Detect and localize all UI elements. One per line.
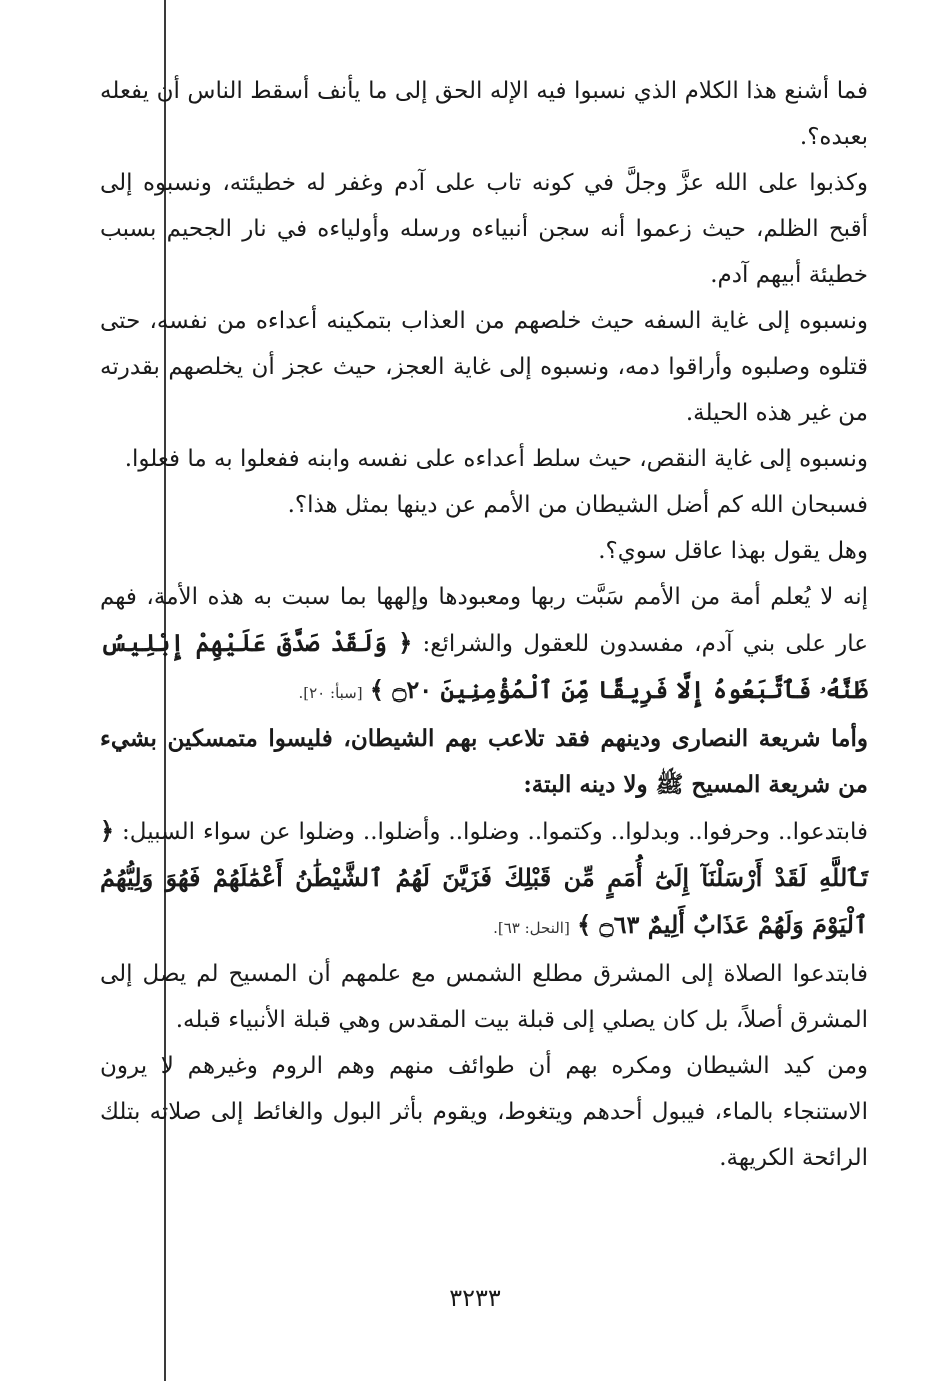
paragraph-1-text: فما أشنع هذا الكلام الذي نسبوا فيه الإله الحق إلى ما يأنف أسقط الناس أن يفعله بعبده؟. [100,78,868,150]
paragraph-3-text: ونسبوه إلى غاية السفه حيث خلصهم من العذاب بتمكينه أعداءه من نفسه، حتى قتلوه وصلبوه وأراقوا دمه، ونسبوه إلى غاية العجز، حيث عجز أن يخلصهم بقدرته من غير هذه الحيلة. [100,308,868,426]
paragraph-7 [100,574,868,716]
page-number: ٣٢٣٣ [449,1284,501,1312]
page-body [100,68,868,1181]
paragraph-10-text: فابتدعوا الصلاة إلى المشرق مطلع الشمس مع علمهم أن المسيح لم يصل إلى المشرق أصلاً، بل كان يصلي إلى قبلة بيت المقدس وهي قبلة الأنبياء قبله. [100,961,868,1033]
paragraph-6 [100,528,868,574]
paragraph-1 [100,68,868,160]
quran-verse-saba: ﴿ وَلَقَدْ صَدَّقَ عَلَيْهِمْ إِبْلِيسُ ظَنَّهُۥ فَٱتَّبَعُوهُ إِلَّا فَرِيقًا مِّنَ ٱلْمُؤْمِنِينَ ۝٢٠ ﴾ [100,628,868,704]
paragraph-7-text: إنه لا يُعلم أمة من الأمم سَبَّت ربها ومعبودها وإلهها بما سبت به هذه الأمة، فهم عار على بني آدم، مفسدون للعقول والشرائع: [100,584,869,657]
citation-nahl: [النحل: ٦٣]. [493,919,570,937]
paragraph-5-text: فسبحان الله كم أضل الشيطان من الأمم عن دينها بمثل هذا؟. [287,492,868,518]
paragraph-2 [100,160,868,298]
paragraph-5 [100,482,868,528]
citation-saba: [سبأ: ٢٠]. [298,684,363,702]
paragraph-3 [100,298,868,436]
paragraph-11-text: ومن كيد الشيطان ومكره بهم أن طوائف منهم وهم الروم وغيرهم لا يرون الاستنجاء بالماء، فيبول أحدهم ويتغوط، ويقوم بأثر البول والغائط إلى صلاته بتلك الرائحة الكريهة. [100,1053,868,1171]
paragraph-4 [100,436,868,482]
paragraph-10 [100,951,868,1043]
paragraph-2-text: وكذبوا على الله عزَّ وجلَّ في كونه تاب على آدم وغفر له خطيئته، ونسبوه إلى أقبح الظلم، حيث زعموا أنه سجن أنبياءه ورسله وأولياءه في نار الجحيم بسبب خطيئة أبيهم آدم. [100,170,868,288]
paragraph-9 [100,808,868,951]
quran-verse-nahl: ﴿ تَٱللَّهِ لَقَدْ أَرْسَلْنَآ إِلَىٰٓ أُمَمٍ مِّن قَبْلِكَ فَزَيَّنَ لَهُمُ ٱلشَّيْطَٰنُ أَعْمَٰلَهُمْ فَهُوَ وَلِيُّهُمُ ٱلْيَوْمَ وَلَهُمْ عَذَابٌ أَلِيمٌ ۝٦٣ ﴾ [100,816,868,939]
paragraph-9-text: فابتدعوا.. وحرفوا.. وبدلوا.. وكتموا.. وضلوا.. وأضلوا.. وضلوا عن سواء السبيل: [122,819,869,845]
paragraph-11 [100,1043,868,1181]
paragraph-4-text: ونسبوه إلى غاية النقص، حيث سلط أعداءه على نفسه وابنه ففعلوا به ما فعلوا. [124,446,868,472]
paragraph-8-text: وأما شريعة النصارى ودينهم فقد تلاعب بهم الشيطان، فليسوا متمسكين بشيء من شريعة المسيح ﷺ ولا دينه البتة: [100,725,868,798]
paragraph-8-heading [100,716,868,808]
paragraph-6-text: وهل يقول بهذا عاقل سوي؟. [598,538,868,564]
